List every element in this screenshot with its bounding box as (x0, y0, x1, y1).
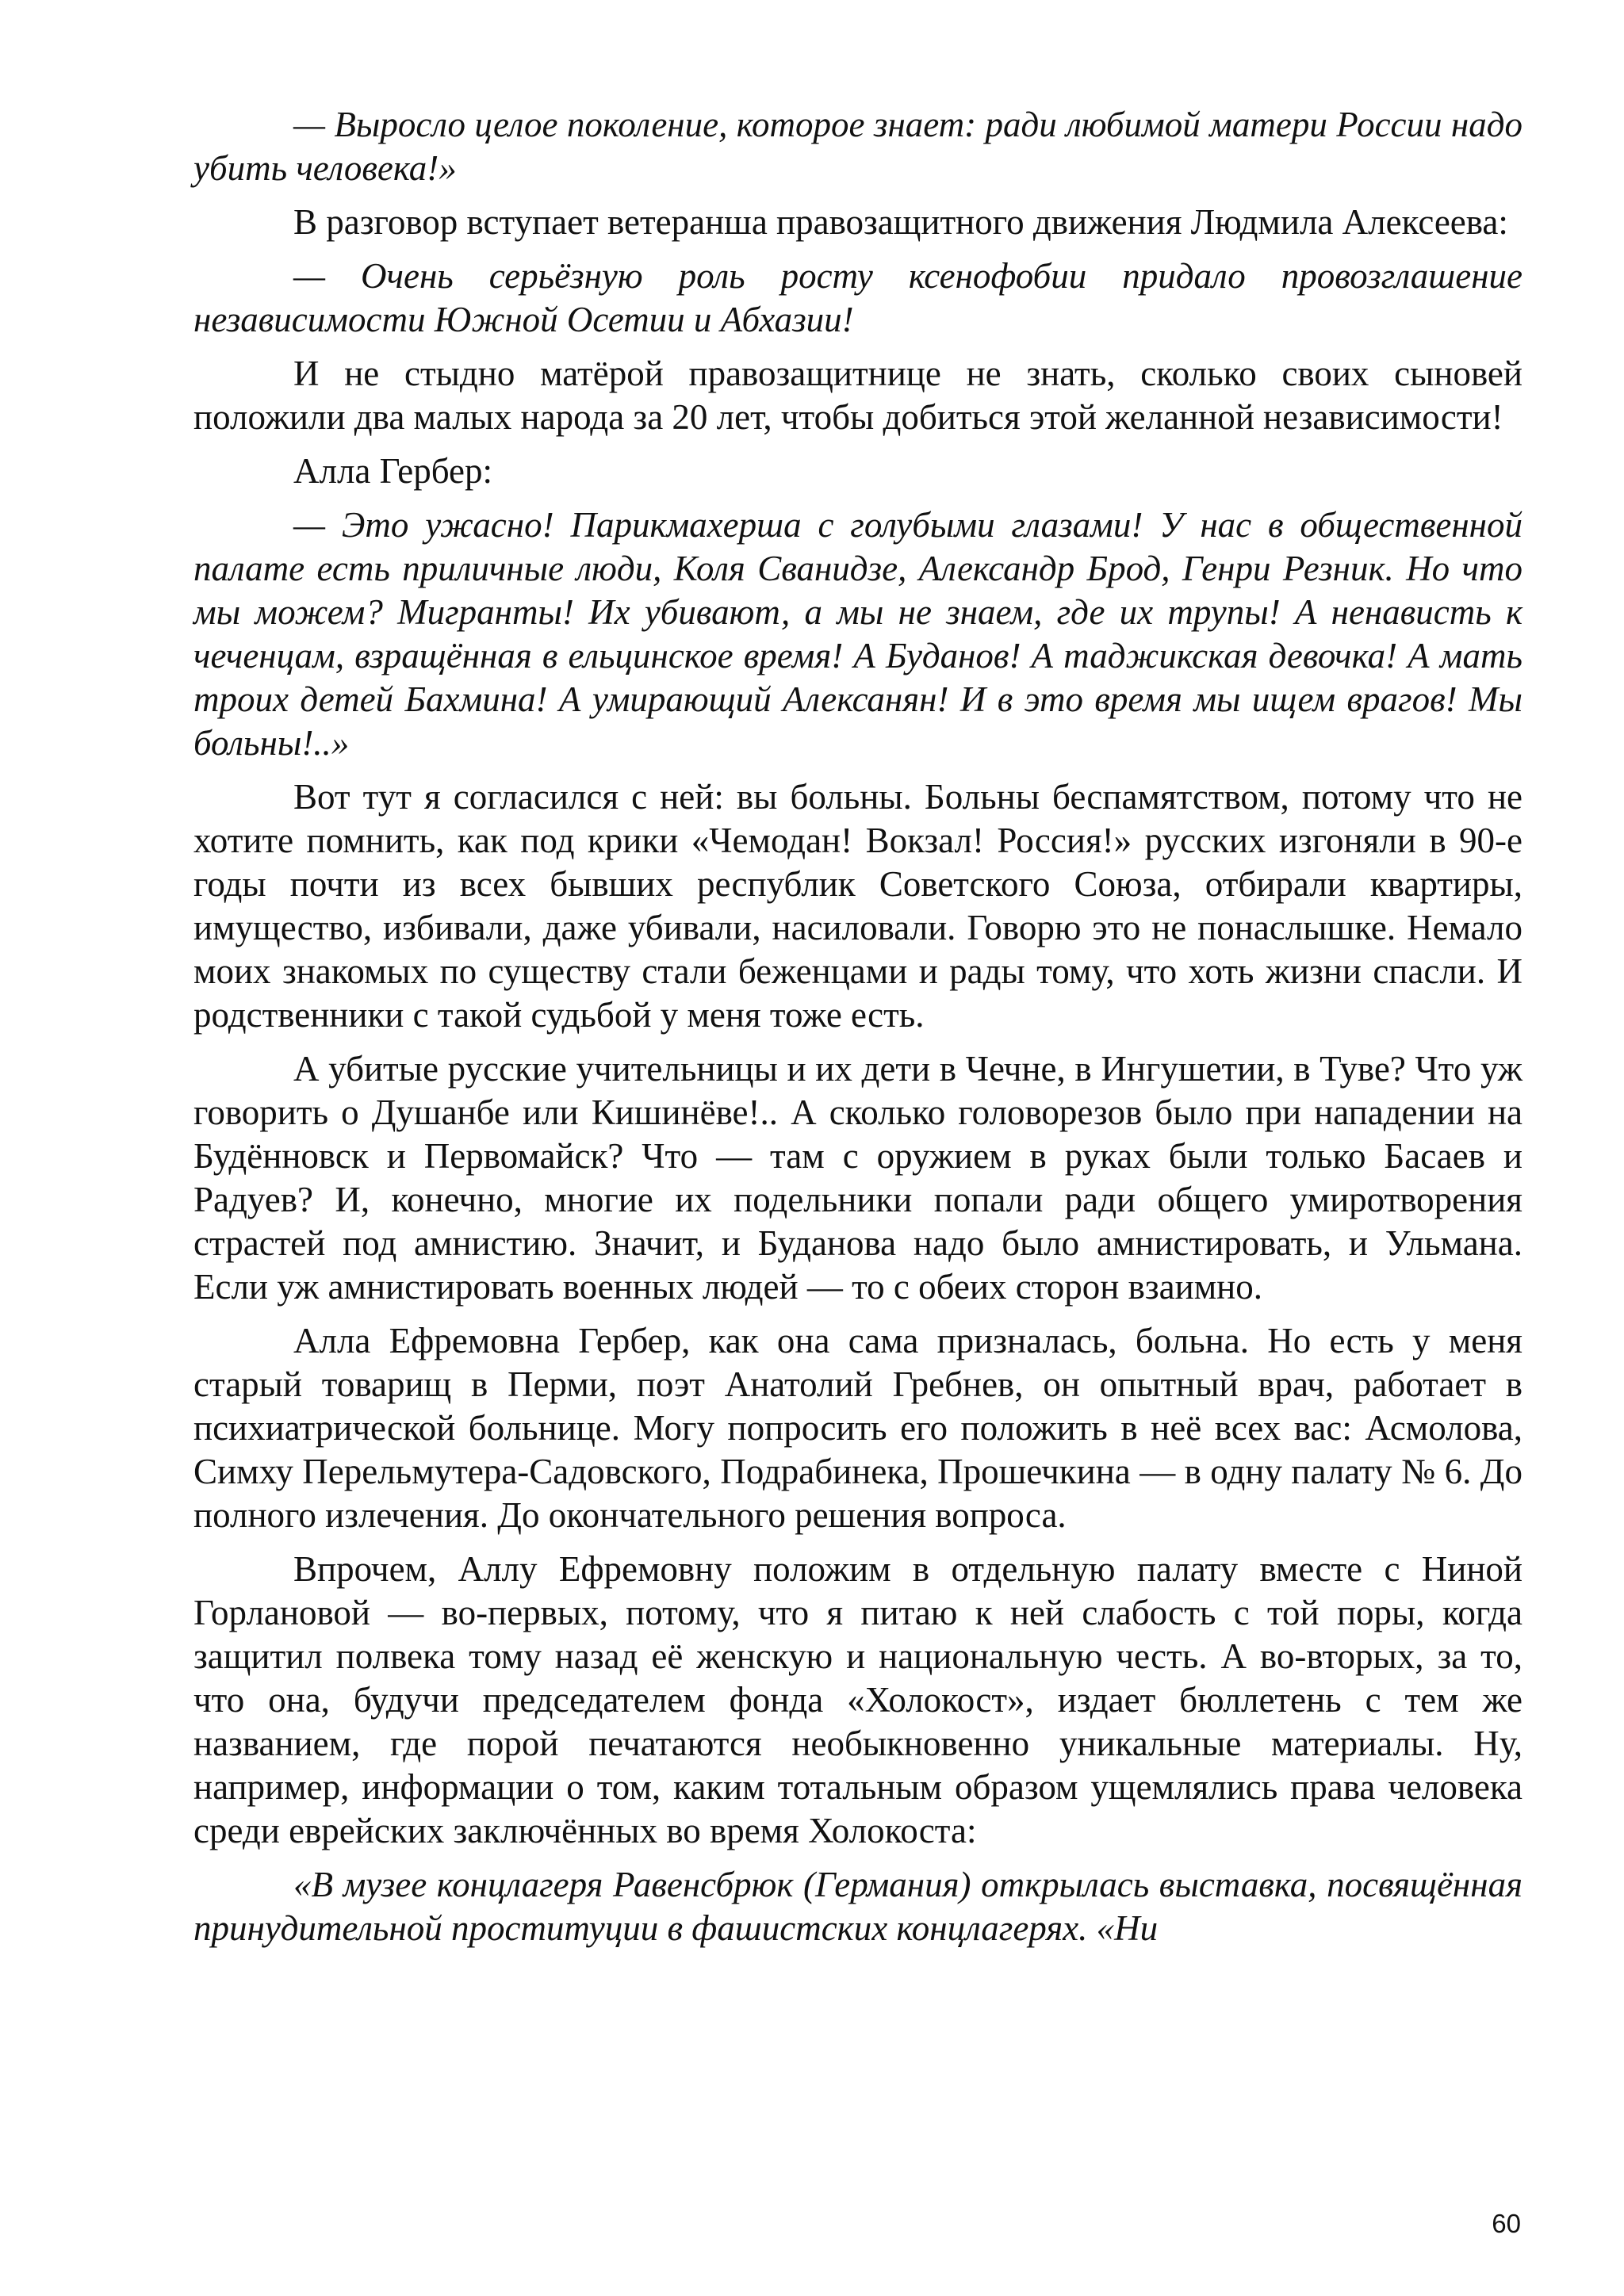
page-body (193, 103, 1522, 1961)
paragraph-2: В разговор вступает ветеранша правозащитного движения Людмила Алексеева: (293, 202, 1508, 242)
paragraph-3: — Очень серьёзную роль росту ксенофобии придало провозглашение независимости Южной Осетии и Абхазии! (193, 256, 1522, 339)
paragraph-9: Алла Ефремовна Гербер, как она сама призналась, больна. Но есть у меня старый товарищ в Перми, поэт Анатолий Гребнев, он опытный врач, работает в психиатрической больнице. Могу попросить его положить в неё всех вас: Асмолова, Симху Перельмутера-Садовского, Подрабинека, Прошечкина — в одну палату № 6. До полного излечения. До окончательного решения вопроса. (193, 1321, 1522, 1535)
paragraph-8: А убитые русские учительницы и их дети в Чечне, в Ингушетии, в Туве? Что уж говорить о Душанбе или Кишинёве!.. А сколько головорезов было при нападении на Будённовск и Первомайск? Что — там с оружием в руках были только Басаев и Радуев? И, конечно, многие их подельники попали ради общего умиротворения страстей под амнистию. Значит, и Буданова надо было амнистировать, и Ульмана. Если уж амнистировать военных людей — то с обеих сторон взаимно. (193, 1049, 1522, 1307)
paragraph-4: И не стыдно матёрой правозащитнице не знать, сколько своих сыновей положили два малых народа за 20 лет, чтобы добиться этой желанной независимости! (193, 354, 1522, 437)
paragraph-1: — Выросло целое поколение, которое знает: ради любимой матери России надо убить человека!» (193, 105, 1522, 188)
paragraph-11: «В музее концлагеря Равенсбрюк (Германия) открылась выставка, посвящённая принудительной проституции в фашистских концлагерях. «Ни (193, 1865, 1522, 1948)
paragraph-10: Впрочем, Аллу Ефремовну положим в отдельную палату вместе с Ниной Горлановой — во-первых, потому, что я питаю к ней слабость с той поры, когда защитил полвека тому назад её женскую и национальную честь. А во-вторых, за то, что она, будучи председателем фонда «Холокост», издает бюллетень с тем же названием, где порой печатаются необыкновенно уникальные материалы. Ну, например, информации о том, каким тотальным образом ущемлялись права человека среди еврейских заключённых во время Холокоста: (193, 1549, 1522, 1850)
paragraph-5: Алла Гербер: (293, 451, 492, 491)
paragraph-6: — Это ужасно! Парикмахерша с голубыми глазами! У нас в общественной палате есть приличные люди, Коля Сванидзе, Александр Брод, Генри Резник. Но что мы можем? Мигранты! Их убивают, а мы не знаем, где их трупы! А ненависть к чеченцам, взращённая в ельцинское время! А Буданов! А таджикская девочка! А мать троих детей Бахмина! А умирающий Алексанян! И в это время мы ищем врагов! Мы больны!..» (193, 505, 1522, 763)
paragraph-7: Вот тут я согласился с ней: вы больны. Больны беспамятством, потому что не хотите помнить, как под крики «Чемодан! Вокзал! Россия!» русских изгоняли в 90-е годы почти из всех бывших республик Советского Союза, отбирали квартиры, имущество, избивали, даже убивали, насиловали. Говорю это не понаслышке. Немало моих знакомых по существу стали беженцами и рады тому, что хоть жизни спасли. И родственники с такой судьбой у меня тоже есть. (193, 777, 1522, 1035)
page-number: 60 (1492, 2209, 1521, 2238)
